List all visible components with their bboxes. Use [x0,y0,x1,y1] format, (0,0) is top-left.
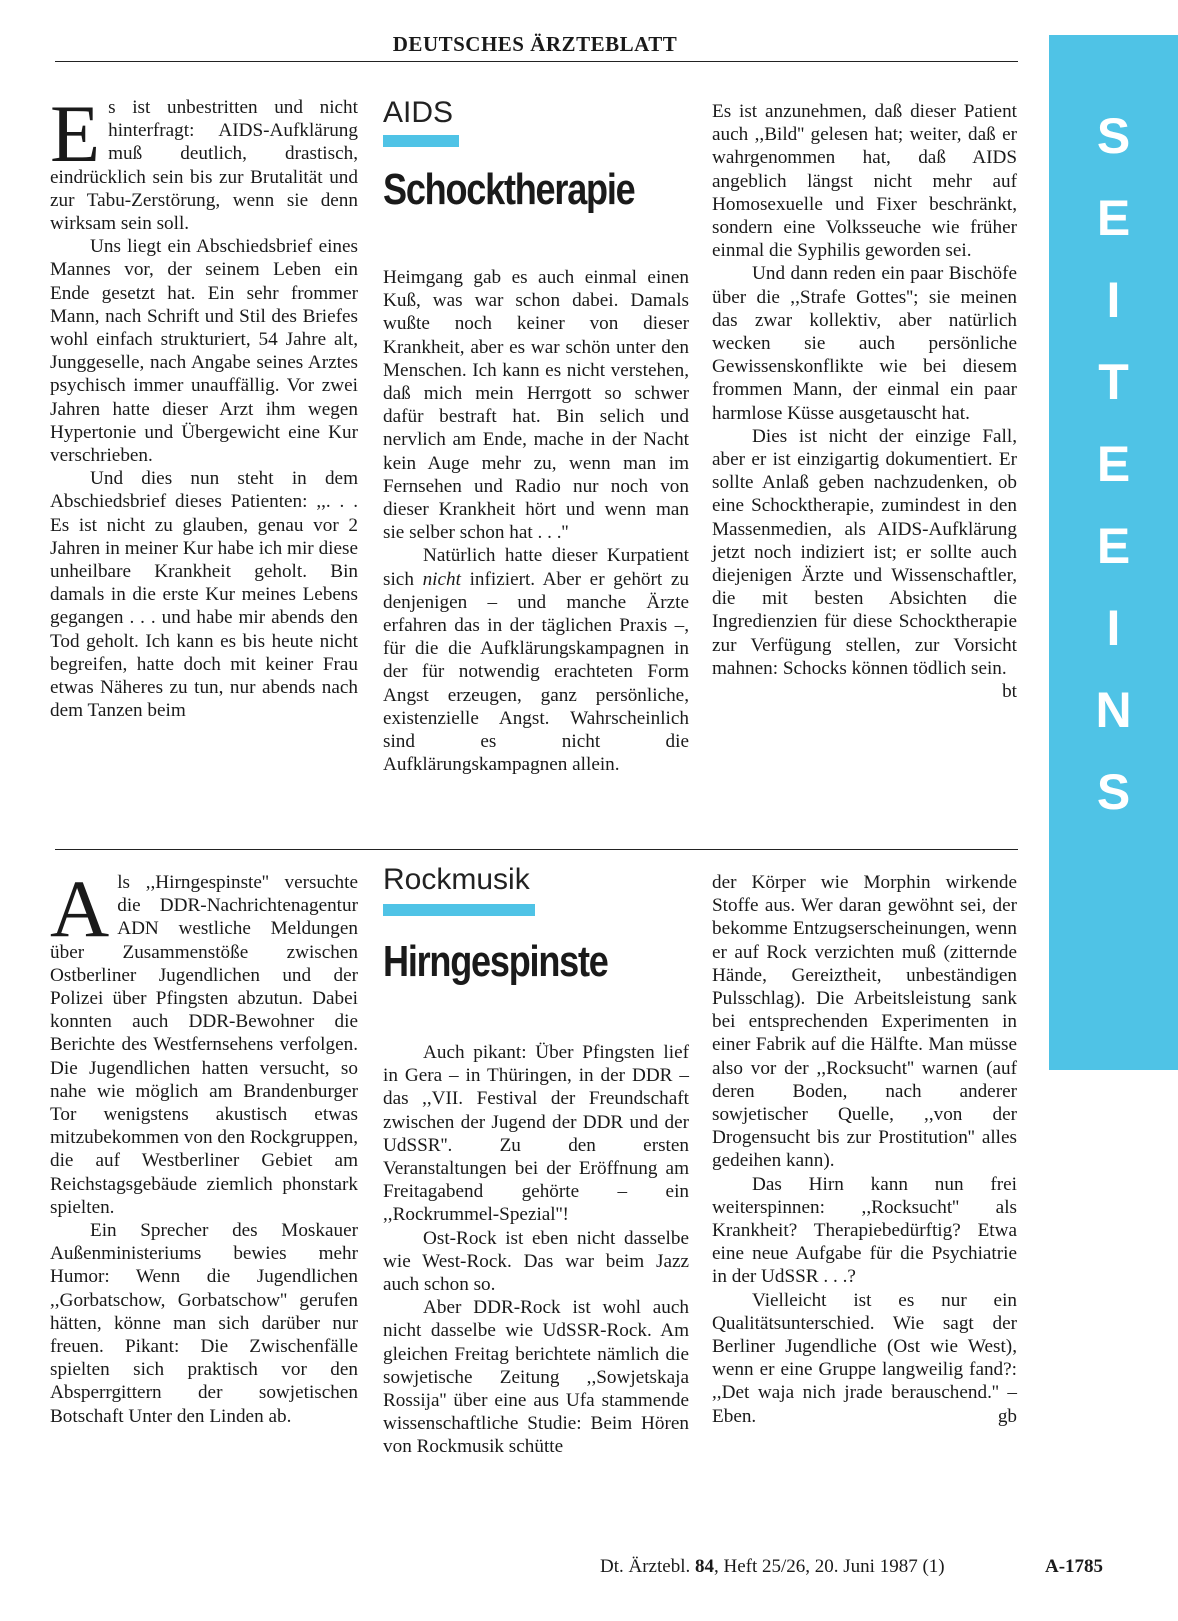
article2-kicker-bar [383,904,535,916]
footer-citation [600,1556,945,1578]
article2-signature: gb [997,1405,1017,1427]
article2-headline: Hirngespinste [383,937,608,986]
sidebar-label [1049,95,1178,833]
paragraph: Uns liegt ein Abschiedsbrief eines Mannes vor, der seinem Leben ein Ende gesetzt hat. Ein sehr frommer Mann, nach Schrift und Stil des Briefes wohl einfach strukturiert, 54 Jahre alt, Junggeselle, nach Angabe seines Arztes psychisch immer unauffällig. Vor zwei Jahren hatte dieser Arzt ihm wegen Hypertonie und Übergewicht eine Kur verschrieben. [50,236,358,467]
section-sidebar [1049,35,1178,1070]
paragraph: Aber DDR-Rock ist wohl auch nicht dasselbe wie UdSSR-Rock. Am gleichen Freitag berichtete nämlich die sowjetische Zeitung ,,Sowjetskaja Rossija'' über eine aus Ufa stammende wissenschaftliche Studie: Beim Hören von Rockmusik schütte [383,1297,689,1458]
emphasis: nicht [422,568,461,590]
sidebar-letter: I [1106,600,1121,656]
sidebar-letter: T [1098,354,1129,410]
paragraph [712,425,1017,703]
article1-signature: bt [1002,681,1017,703]
footer-volume: 84 [694,1556,714,1577]
paragraph: Ost-Rock ist eben nicht dasselbe wie West-Rock. Das war beim Jazz auch schon so. [383,1227,689,1296]
masthead-rule [55,61,1018,62]
page-number: A-1785 [1045,1556,1104,1577]
paragraph: Ein Sprecher des Moskauer Außenministeriums bewies mehr Humor: Wenn die Jugendlichen ,,Gorbatschow, Gorbatschow'' gerufen hätten, könne man sich darüber nur freuen. Pikant: Die Zwischenfälle spielten sich praktisch vor den Absperrgittern der sowjetischen Botschaft Unter den Linden ab. [50,1220,358,1427]
paragraph: s ist unbestritten und nicht hinterfragt: AIDS-Aufklärung muß deutlich, drastisch, eindrücklich sein bis zur Brutalität und zur Tabu-Zerstörung, wenn sie denn wirksam sein soll. [50,97,358,235]
article1-column-2 [383,266,689,776]
paragraph-text: Dies ist nicht der einzige Fall, aber er ist einzigartig dokumentiert. Er sollte Anlaß geben nachzudenken, ob eine Schocktherapie, zumindest in den Massenmedien, als AIDS-Aufklärung jetzt noch indiziert ist; er sollte auch diejenigen Ärzte und Wissenschaftler, die mit besten Absichten die Ingredienzien für diese Schocktherapie zur Verfügung stellen, zur Vorsicht mahnen: Schocks können tödlich sein. [712,425,1017,679]
article2-kicker: Rockmusik [383,863,530,896]
paragraph: Das Hirn kann nun frei weiterspinnen: ,,Rocksucht'' als Krankheit? Therapiebedürftig? Etwa eine neue Aufgabe für die Psychiatrie in der UdSSR . . .? [712,1173,1017,1288]
paragraph: der Körper wie Morphin wirkende Stoffe aus. Wer daran gewöhnt sei, der bekomme Entzugserscheinungen, wenn er auf Rock verzichten muß (zitternde Hände, Gereiztheit, unbeständigen Pulsschlag). Die Arbeitsleistung sank bei entsprechenden Experimenten in einer Fabrik auf die Hälfte. Man müsse also vor der ,,Rocksucht'' warnen (auf deren Boden, nach anderer sowjetischer Quelle, ,,von der Drogensucht bis zur Prostitution'' alles gedeihen kann). [712,872,1017,1172]
text-run: Natürlich hatte dieser Kurpatient sich [383,545,689,590]
paragraph-text: Vielleicht ist es nur ein Qualitätsunterschied. Wie sagt der Berliner Jugendliche (Ost wie West), wenn er eine Gruppe langweilig fand?: ,,Det waja nich jrade berauschend.'' – Eben. [712,1289,1017,1427]
article2-dropcap: A [50,863,110,954]
article2-column-3 [712,871,1017,1428]
article1-kicker: AIDS [383,96,454,129]
article1-column-1 [50,88,358,722]
paragraph: Und dann reden ein paar Bischöfe über die ,,Strafe Gottes''; sie meinen das zwar kollektiv, aber natürlich wecken sie auch persönliche Gewissenskonflikte wie bei diesem frommen Mann, der einmal ein paar harmlose Küsse ausgetauscht hat. [712,263,1017,424]
sidebar-letter: I [1106,272,1121,328]
article2-column-2 [383,1041,689,1459]
text-run: infiziert. Aber er gehört zu denjenigen – und manche Ärzte erfahren das in der täglichen Praxis –, für die die Aufklärungskampagnen in der für notwendig erachteten Form Angst erzeugen, ganz persönliche, existenzielle Angst. Wahrscheinlich sind es nicht die Aufklärungskampagnen allein. [383,568,689,776]
sidebar-letter: S [1096,108,1131,164]
article-divider [55,849,1018,850]
footer-issue: , Heft 25/26, 20. Juni 1987 (1) [713,1556,945,1577]
sidebar-letter: S [1096,764,1131,820]
article1-headline: Schocktherapie [383,165,635,214]
article1-dropcap: E [50,88,101,179]
footer-journal: Dt. Ärztebl. [600,1556,691,1577]
sidebar-letter: E [1096,190,1131,246]
paragraph: Es ist anzunehmen, daß dieser Patient auch ,,Bild'' gelesen hat; weiter, daß er wahrgenommen hat, daß AIDS angeblich längst nicht mehr auf Homosexuelle und Fixer beschränkt, sondern eine Volksseuche wie früher einmal die Syphilis geworden sei. [712,101,1017,262]
sidebar-letter: E [1096,436,1131,492]
paragraph [383,544,689,776]
article2-column-1 [50,863,359,1428]
article1-kicker-bar [383,135,459,147]
sidebar-letter: N [1095,682,1132,738]
paragraph: Und dies nun steht in dem Abschiedsbrief dieses Patienten: ,,. . . Es ist nicht zu glauben, genau vor 2 Jahren in meiner Kur habe ich mir diese unheilbare Krankheit geholt. Bin damals in die erste Kur meines Lebens gegangen . . . und habe mir abends den Tod geholt. Ich kann es bis heute nicht begreifen, hatte doch mit keiner Frau etwas Näheres zu tun, nur abends nach dem Tanzen beim [50,468,358,722]
paragraph [712,1289,1017,1428]
masthead: DEUTSCHES ÄRZTEBLATT [392,32,678,56]
sidebar-letter: E [1096,518,1131,574]
article1-column-3 [712,100,1017,703]
paragraph: Heimgang gab es auch einmal einen Kuß, was war schon dabei. Damals wußte noch keiner von dieser Krankheit, aber es war schön unter den Menschen. Ich kann es nicht verstehen, daß mich mein Herrgott so schwer dafür bestraft hat. Bin selich und nervlich am Ende, mache in der Nacht kein Auge mehr zu, wenn man im Fernsehen und Radio nur noch von dieser Krankheit hört und wenn man sie selber schon hat . . .'' [383,267,689,544]
paragraph: Auch pikant: Über Pfingsten lief in Gera – in Thüringen, in der DDR – das ,,VII. Festival der Freundschaft zwischen der Jugend der DDR und der UdSSR''. Zu den ersten Veranstaltungen bei der Eröffnung am Freitagabend gehörte – ein ,,Rockrummel-Spezial''! [383,1042,689,1226]
paragraph: ls ,,Hirngespinste'' versuchte die DDR-Nachrichtenagentur ADN westliche Meldungen über Zusammenstöße zwischen Ostberliner Jugendlichen und der Polizei über Pfingsten abzutun. Dabei konnten auch DDR-Bewohner die Berichte des Westfernsehens verfolgen. Die Jugendlichen hatten versucht, so nahe wie möglich am Brandenburger Tor wenigstens akustisch etwas mitzubekommen von den Rockgruppen, die auf Westberliner Gebiet am Reichstagsgebäude ziemlich phonstark spielten. [50,872,359,1218]
